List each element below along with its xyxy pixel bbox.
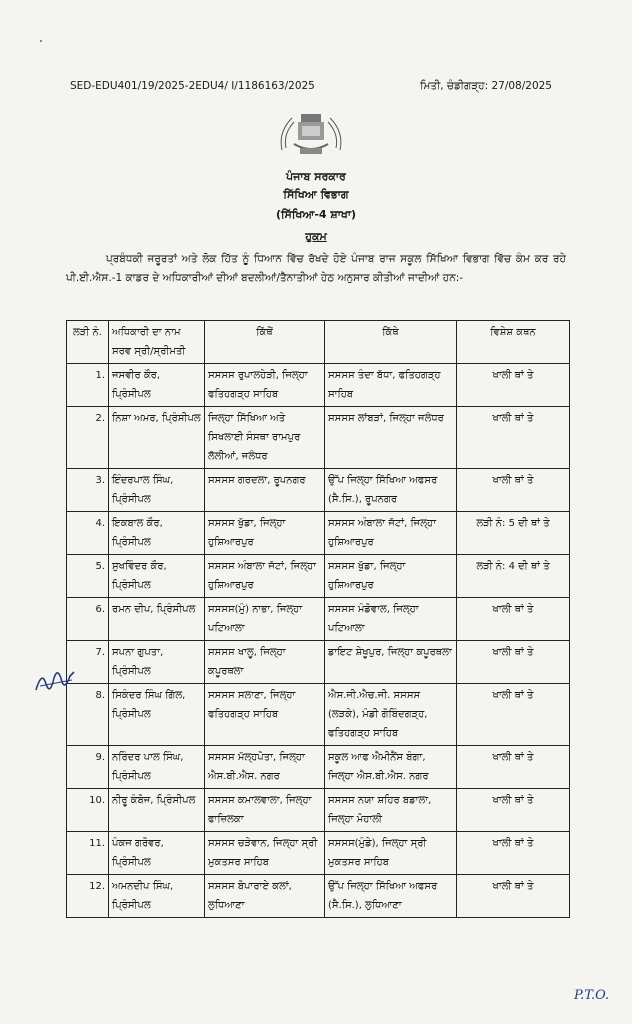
header-from: ਕਿੱਥੋਂ (205, 321, 325, 364)
cell-serial: 3. (67, 469, 109, 512)
cell-remarks: ਖਾਲੀ ਥਾਂ ਤੇ (457, 746, 570, 789)
cell-serial: 11. (67, 832, 109, 875)
cell-serial: 1. (67, 364, 109, 407)
cell-officer: ਨਿਸ਼ਾ ਅਮਰ, ਪ੍ਰਿੰਸੀਪਲ (109, 407, 205, 469)
transfer-table (66, 320, 570, 918)
cell-from: ਸਸਸਸ ਕਮਾਲਵਾਲਾ, ਜਿਲ੍ਹਾ ਫਾਜ਼ਿਲਕਾ (205, 789, 325, 832)
cell-from: ਸਸਸਸ ਬੋਪਾਰਾਏ ਕਲਾਂ, ਲੁਧਿਆਣਾ (205, 875, 325, 918)
cell-serial: 7. (67, 641, 109, 684)
cell-officer: ਨਰਿੰਦਰ ਪਾਲ ਸਿੰਘ, ਪ੍ਰਿੰਸੀਪਲ (109, 746, 205, 789)
scan-speck (40, 40, 42, 42)
cell-to: ਸਸਸਸ ਤੰਦਾ ਬੱਧਾ, ਫਤਿਹਗੜ੍ਹ ਸਾਹਿਬ (325, 364, 457, 407)
table-row (67, 789, 570, 832)
header-officer: ਅਧਿਕਾਰੀ ਦਾ ਨਾਮ ਸਰਵ ਸ੍ਰੀ/ਸ੍ਰੀਮਤੀ (109, 321, 205, 364)
table-row (67, 407, 570, 469)
cell-from: ਸਸਸਸ ਸਲਾਣਾ, ਜਿਲ੍ਹਾ ਫਤਿਹਗੜ੍ਹ ਸਾਹਿਬ (205, 684, 325, 746)
table-row (67, 875, 570, 918)
cell-officer: ਜਸਵੀਰ ਕੌਰ, ਪ੍ਰਿੰਸੀਪਲ (109, 364, 205, 407)
table-row (67, 598, 570, 641)
cell-from: ਸਸਸਸ ਖਾਲੂ, ਜਿਲ੍ਹਾ ਕਪੂਰਥਲਾ (205, 641, 325, 684)
reference-number: SED-EDU401/19/2025-2EDU4/ I/1186163/2025 (70, 80, 315, 92)
cell-from: ਸਸਸਸ ਖੁੱਡਾ, ਜਿਲ੍ਹਾ ਹੁਸ਼ਿਆਰਪੁਰ (205, 512, 325, 555)
cell-remarks: ਖਾਲੀ ਥਾਂ ਤੇ (457, 641, 570, 684)
cell-remarks: ਖਾਲੀ ਥਾਂ ਤੇ (457, 407, 570, 469)
table-row (67, 469, 570, 512)
issue-date: ਮਿਤੀ, ਚੰਡੀਗੜ੍ਹ: 27/08/2025 (420, 80, 552, 92)
department-name: ਸਿੱਖਿਆ ਵਿਭਾਗ (283, 188, 349, 201)
cell-from: ਸਸਸਸ ਰੁਪਾਲਹੇੜੀ, ਜਿਲ੍ਹਾ ਫਤਿਹਗੜ੍ਹ ਸਾਹਿਬ (205, 364, 325, 407)
cell-serial: 8. (67, 684, 109, 746)
cell-to: ਡਾਇਟ ਸ਼ੇਖੂਪੁਰ, ਜਿਲ੍ਹਾ ਕਪੂਰਥਲਾ (325, 641, 457, 684)
cell-serial: 6. (67, 598, 109, 641)
cell-from: ਜਿਲ੍ਹਾ ਸਿੱਖਿਆ ਅਤੇ ਸਿਖਲਾਈ ਸੰਸਥਾ ਰਾਮਪੁਰ ਲੱਲੀਆਂ, ਜਲੰਧਰ (205, 407, 325, 469)
cell-serial: 12. (67, 875, 109, 918)
table-row (67, 555, 570, 598)
cell-officer: ਸਿਕੰਦਰ ਸਿੰਘ ਗਿੱਲ, ਪ੍ਰਿੰਸੀਪਲ (109, 684, 205, 746)
signature-scribble-icon (32, 660, 78, 700)
cell-serial: 2. (67, 407, 109, 469)
cell-to: ਸਸਸਸ ਮੰਡੋਵਾਲ, ਜਿਲ੍ਹਾ ਪਟਿਆਲਾ (325, 598, 457, 641)
cell-remarks: ਖਾਲੀ ਥਾਂ ਤੇ (457, 598, 570, 641)
table-row (67, 512, 570, 555)
cell-serial: 9. (67, 746, 109, 789)
cell-officer: ਇਕਬਾਲ ਕੌਰ, ਪ੍ਰਿੰਸੀਪਲ (109, 512, 205, 555)
table-row (67, 364, 570, 407)
order-heading: ਹੁਕਮ (305, 230, 327, 243)
cell-from: ਸਸਸਸ ਗਰਦਲਾ, ਰੂਪਨਗਰ (205, 469, 325, 512)
table-row (67, 746, 570, 789)
cell-remarks: ਖਾਲੀ ਥਾਂ ਤੇ (457, 364, 570, 407)
table-row (67, 684, 570, 746)
table-header-row (67, 321, 570, 364)
header-to: ਕਿੱਥੇ (325, 321, 457, 364)
state-emblem-icon (268, 104, 354, 162)
cell-remarks: ਖਾਲੀ ਥਾਂ ਤੇ (457, 832, 570, 875)
cell-from: ਸਸਸਸ ਮੱਲ੍ਹਪੋਤਾ, ਜਿਲ੍ਹਾ ਐਸ.ਬੀ.ਐਸ. ਨਗਰ (205, 746, 325, 789)
government-name: ਪੰਜਾਬ ਸਰਕਾਰ (286, 170, 346, 183)
order-paragraph: ਪ੍ਰਬੰਧਕੀ ਜਰੂਰਤਾਂ ਅਤੇ ਲੋਕ ਹਿੱਤ ਨੂੰ ਧਿਆਨ ਵਿੱਚ ਰੱਖਦੇ ਹੋਏ ਪੰਜਾਬ ਰਾਜ ਸਕੂਲ ਸਿੱਖਿਆ ਵਿਭਾਗ ਵਿੱਚ ਕੰਮ ਕਰ ਰਹੇ ਪੀ.ਈ.ਐਸ.-1 ਕਾਡਰ ਦੇ ਅਧਿਕਾਰੀਆਂ ਦੀਆਂ ਬਦਲੀਆਂ/ਤੈਨਾਤੀਆਂ ਹੇਠ ਅਨੁਸਾਰ ਕੀਤੀਆਂ ਜਾਦੀਆਂ ਹਨ:- (66, 253, 566, 284)
cell-serial: 10. (67, 789, 109, 832)
cell-to: ਸਸਸਸ(ਮੁੰਡੇ), ਜਿਲ੍ਹਾ ਸ੍ਰੀ ਮੁਕਤਸਰ ਸਾਹਿਬ (325, 832, 457, 875)
page-turn-over-note: P.T.O. (574, 988, 610, 1003)
cell-from: ਸਸਸਸ ਚੜੇਵਾਨ, ਜਿਲ੍ਹਾ ਸ੍ਰੀ ਮੁਕਤਸਰ ਸਾਹਿਬ (205, 832, 325, 875)
cell-to: ਉੱਪ ਜਿਲ੍ਹਾ ਸਿੱਖਿਆ ਅਫਸਰ (ਸੈ.ਸਿ.), ਲੁਧਿਆਣਾ (325, 875, 457, 918)
cell-to: ਸਸਸਸ ਅੰਬਾਲਾ ਜੱਟਾਂ, ਜਿਲ੍ਹਾ ਹੁਸ਼ਿਆਰਪੁਰ (325, 512, 457, 555)
cell-to: ਸਕੂਲ ਆਫ ਐਮੀਨੈਂਸ ਬੰਗਾ, ਜਿਲ੍ਹਾ ਐਸ.ਬੀ.ਐਸ. ਨਗਰ (325, 746, 457, 789)
header-remarks: ਵਿਸ਼ੇਸ਼ ਕਥਨ (457, 321, 570, 364)
cell-to: ਸਸਸਸ ਨਯਾ ਸ਼ਹਿਰ ਬਡਾਲਾ, ਜਿਲ੍ਹਾ ਮੋਹਾਲੀ (325, 789, 457, 832)
table-row (67, 641, 570, 684)
cell-to: ਸਸਸਸ ਖੁੱਡਾ, ਜਿਲ੍ਹਾ ਹੁਸ਼ਿਆਰਪੁਰ (325, 555, 457, 598)
cell-officer: ਅਮਨਦੀਪ ਸਿੰਘ, ਪ੍ਰਿੰਸੀਪਲ (109, 875, 205, 918)
cell-to: ਉੱਪ ਜਿਲ੍ਹਾ ਸਿੱਖਿਆ ਅਫਸਰ (ਸੈ.ਸਿ.), ਰੂਪਨਗਰ (325, 469, 457, 512)
cell-officer: ਸਪਨਾ ਗੁਪਤਾ, ਪ੍ਰਿੰਸੀਪਲ (109, 641, 205, 684)
cell-from: ਸਸਸਸ(ਮੁੰ) ਨਾਭਾ, ਜਿਲ੍ਹਾ ਪਟਿਆਲਾ (205, 598, 325, 641)
cell-remarks: ਲੜੀ ਨੰ: 4 ਦੀ ਥਾਂ ਤੇ (457, 555, 570, 598)
cell-officer: ਇੰਦਰਪਾਲ ਸਿੰਘ, ਪ੍ਰਿੰਸੀਪਲ (109, 469, 205, 512)
cell-serial: 5. (67, 555, 109, 598)
cell-remarks: ਖਾਲੀ ਥਾਂ ਤੇ (457, 684, 570, 746)
cell-to: ਸਸਸਸ ਲਾਂਬੜਾਂ, ਜਿਲ੍ਹਾ ਜਲੰਧਰ (325, 407, 457, 469)
cell-remarks: ਲੜੀ ਨੰ: 5 ਦੀ ਥਾਂ ਤੇ (457, 512, 570, 555)
cell-remarks: ਖਾਲੀ ਥਾਂ ਤੇ (457, 789, 570, 832)
header-serial: ਲੜੀ ਨੰ. (67, 321, 109, 364)
cell-to: ਐਸ.ਜੀ.ਐਚ.ਜੀ. ਸਸਸਸ (ਲੜਕੇ), ਮੰਡੀ ਗੋਬਿੰਦਗੜ੍ਹ, ਫਤਿਹਗੜ੍ਹ ਸਾਹਿਬ (325, 684, 457, 746)
branch-name: (ਸਿੱਖਿਆ-4 ਸ਼ਾਖਾ) (275, 208, 357, 221)
table-row (67, 832, 570, 875)
cell-officer: ਨੀਰੂ ਕੰਬੋਜ, ਪ੍ਰਿੰਸੀਪਲ (109, 789, 205, 832)
cell-officer: ਸੁਖਵਿੰਦਰ ਕੌਰ, ਪ੍ਰਿੰਸੀਪਲ (109, 555, 205, 598)
cell-from: ਸਸਸਸ ਅੰਬਾਲਾ ਜੱਟਾਂ, ਜਿਲ੍ਹਾ ਹੁਸ਼ਿਆਰਪੁਰ (205, 555, 325, 598)
cell-officer: ਰਮਨ ਦੀਪ, ਪ੍ਰਿੰਸੀਪਲ (109, 598, 205, 641)
cell-serial: 4. (67, 512, 109, 555)
cell-officer: ਪੰਕਜ ਗਰੋਵਰ, ਪ੍ਰਿੰਸੀਪਲ (109, 832, 205, 875)
cell-remarks: ਖਾਲੀ ਥਾਂ ਤੇ (457, 875, 570, 918)
cell-remarks: ਖਾਲੀ ਥਾਂ ਤੇ (457, 469, 570, 512)
